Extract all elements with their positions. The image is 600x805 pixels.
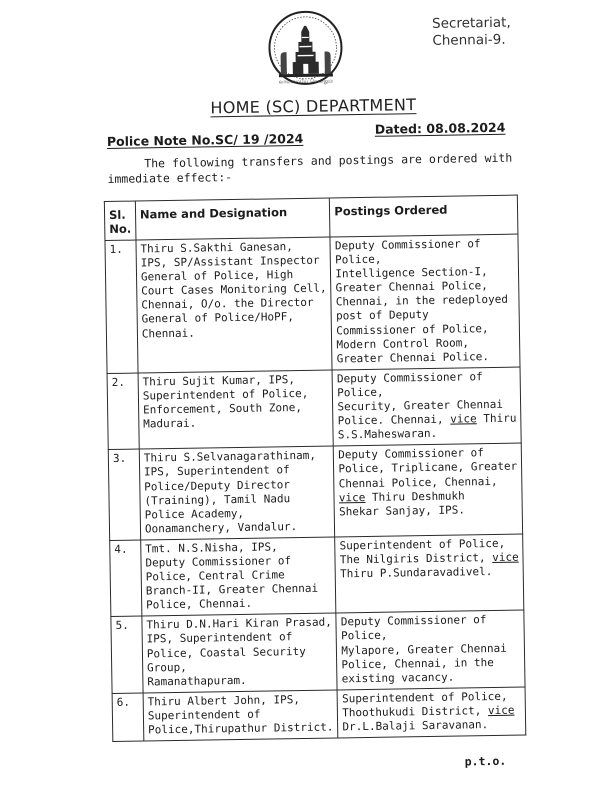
posting-line: vice Thiru Deshmukh [338,489,465,504]
intro-paragraph: The following transfers and postings are ordered with immediate effect:- [107,150,513,186]
posting-line: Commissioner of Police, [336,321,489,337]
posting-ordered-cell [337,687,526,738]
table-row [112,687,526,742]
posting-line: Deputy Commissioner of [336,369,483,386]
row-serial-number: 4. [110,540,142,617]
name-line: Thiru S.Sakthi Ganesan, [140,240,293,256]
name-line: Chennai. [141,326,195,341]
name-line: General of Police, High [140,268,294,284]
posting-line: Intelligence Section-I, [335,265,488,281]
name-line: Ramanathapuram. [147,673,247,689]
name-line: Police, Central Crime [145,568,285,584]
posting-line: Deputy Commissioner of [334,237,481,253]
row-serial-number: 5. [111,616,143,693]
posting-line: Chennai Police, Chennai, [338,474,498,490]
name-line: Police Academy, [144,506,245,522]
name-designation-cell [142,613,338,693]
posting-line: Deputy Commissioner of [340,613,487,629]
postings-table [104,195,527,743]
posting-line: post of Deputy [335,308,429,323]
posting-line: Police. Chennai, vice Thiru [337,411,517,428]
posting-line: Chennai, in the redeployed [335,293,509,309]
name-line: IPS, SP/Assistant Inspector [140,253,320,270]
name-line: General of Police/HoPF, [141,310,295,326]
emblem-motto: வாய்மையே வெல்லும் [278,78,334,86]
name-line: IPS, Superintendent of [146,630,293,646]
name-line: Thiru D.N.Hari Kiran Prasad, [146,615,332,632]
posting-line: existing vacancy. [341,670,455,686]
name-line: Enforcement, South Zone, [142,401,303,417]
posting-line: Mylapore, Greater Chennai [341,641,507,657]
name-designation-cell [141,537,337,617]
name-line: (Training), Tamil Nadu [144,491,291,508]
name-designation-cell [143,690,338,741]
name-designation-cell [136,237,333,373]
posting-line: Dr.L.Balaji Saravanan. [342,718,489,734]
posting-line: Deputy Commissioner of [338,446,484,462]
vice-underlined: vice [492,550,519,564]
name-line: Police, Chennai. [145,597,253,612]
posting-line: Greater Chennai Police, [335,279,488,295]
posting-line: S.S.Maheswaran. [337,427,438,442]
table-row [110,534,524,617]
posting-ordered-cell [330,234,520,370]
name-designation-cell [139,446,335,540]
table-row [105,234,520,373]
table-row [111,610,525,693]
row-serial-number: 6. [112,693,144,742]
name-line: Tmt. N.S.Nisha, IPS, [145,540,278,556]
name-line: Branch-II, Greater Chennai [145,581,319,598]
page-turn-over: p.t.o. [464,753,507,769]
name-line: Thiru Sujit Kumar, IPS, [142,372,295,389]
police-note-number: Police Note No.SC/ 19 /2024 [106,130,304,150]
posting-ordered-cell [336,610,525,689]
table-body [105,234,526,742]
vice-underlined: vice [487,703,515,717]
table-row [108,443,523,540]
header-sl-no: Sl. No. [104,201,135,240]
posting-line: Superintendent of Police, [341,689,508,706]
vice-underlined: vice [338,490,366,504]
header-name-designation: Name and Designation [135,198,330,240]
table-row [107,367,521,450]
posting-line: The Nilgiris District, vice [339,550,519,567]
name-line: Chennai, O/o. the Director [141,296,314,312]
name-line: Police, Coastal Security [146,644,306,660]
address-line: Secretariat, [431,14,511,32]
name-line: Thiru Albert John, IPS, [147,692,301,709]
posting-line: Police, [335,252,382,267]
posting-line: Police, [337,385,384,400]
name-line: Oonamanchery, Vandalur. [144,519,298,536]
name-line: Court Cases Monitoring Cell, [141,281,327,298]
row-serial-number: 1. [105,240,138,373]
department-heading: HOME (SC) DEPARTMENT [210,95,417,118]
name-line: Police,Thirupathur District. [147,720,334,737]
posting-line: Superintendent of Police, [339,536,506,553]
posting-line: Security, Greater Chennai [337,397,504,414]
row-serial-number: 2. [107,373,139,450]
name-designation-cell [138,370,334,450]
address-line: Chennai-9. [432,31,506,49]
posting-line: Modern Control Room, [336,335,470,352]
posting-line: Greater Chennai Police. [336,349,490,366]
posting-ordered-cell [335,534,524,613]
posting-line: Police, Chennai, in the [341,655,494,672]
posting-line: Police, Triplicane, Greater [338,460,518,476]
header-postings-ordered: Postings Ordered [330,195,518,237]
posting-ordered-cell [332,367,521,446]
note-date: Dated: 08.08.2024 [374,119,506,137]
posting-line: Police, [340,629,388,643]
posting-line: Shekar Sanjay, IPS. [338,503,466,519]
table-header-row [104,195,518,240]
row-serial-number: 3. [108,449,140,540]
name-line: IPS, Superintendent of [143,463,290,479]
name-line: Deputy Commissioner of [145,554,292,570]
name-line: Superintendent of Police, [142,386,309,403]
posting-line: Thiru P.Sundaravadivel. [339,565,493,581]
name-line: Superintendent of [147,707,261,723]
posting-ordered-cell [334,443,523,537]
office-address [432,15,511,50]
name-line: Police/Deputy Director [144,477,291,493]
posting-line: Thoothukudi District, vice [342,703,515,720]
name-line: Thiru S.Selvanagarathinam, [143,449,317,465]
name-line: Group, [146,660,187,675]
vice-underlined: vice [450,412,477,426]
name-line: Madurai. [143,416,197,431]
